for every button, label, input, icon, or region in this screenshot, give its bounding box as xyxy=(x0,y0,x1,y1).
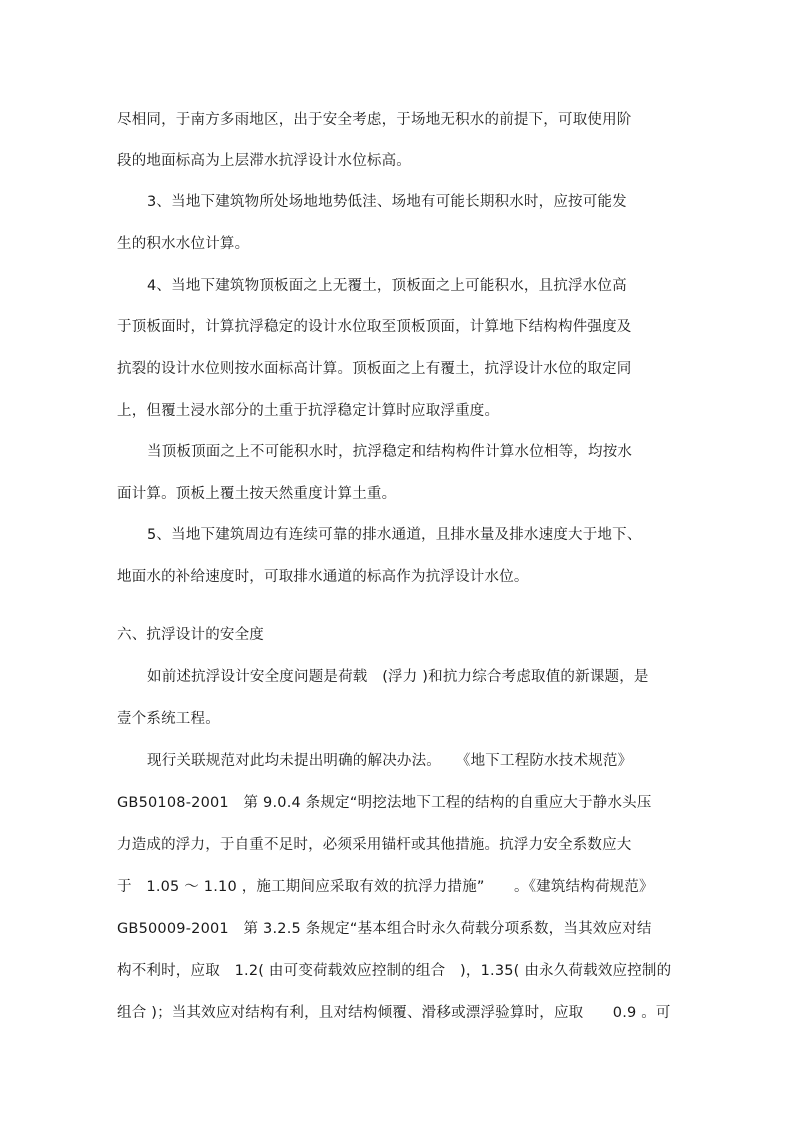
paragraph-line: 生的积水水位计算。 xyxy=(117,236,250,252)
paragraph-line: 力造成的浮力，于自重不足时，必须采用锚杆或其他措施。抗浮力安全系数应大 xyxy=(117,837,632,853)
paragraph-line: 如前述抗浮设计安全度问题是荷载 (浮力 )和抗力综合考虑取值的新课题，是 xyxy=(147,669,649,685)
paragraph-line: 尽相同，于南方多雨地区，出于安全考虑，于场地无积水的前提下，可取使用阶 xyxy=(117,112,632,128)
paragraph-line: 段的地面标高为上层滞水抗浮设计水位标高。 xyxy=(117,153,411,169)
paragraph-line: 4、当地下建筑物顶板面之上无覆土，顶板面之上可能积水，且抗浮水位高 xyxy=(147,278,627,294)
paragraph-line: 于 1.05 ～ 1.10 ，施工期间应采取有效的抗浮力措施” 。《建筑结构荷规范》 xyxy=(117,879,654,895)
paragraph-line: 抗裂的设计水位则按水面标高计算。顶板面之上有覆土，抗浮设计水位的取定同 xyxy=(117,361,632,377)
paragraph-line: 地面水的补给速度时，可取排水通道的标高作为抗浮设计水位。 xyxy=(117,569,529,585)
paragraph-line: GB50108-2001 第 9.0.4 条规定“明挖法地下工程的结构的自重应大于静水头压 xyxy=(117,795,652,811)
paragraph-line: 壹个系统工程。 xyxy=(117,711,220,727)
paragraph-line: GB50009-2001 第 3.2.5 条规定“基本组合时永久荷载分项系数，当其效应对结 xyxy=(117,921,652,937)
paragraph-line: 组合 )；当其效应对结构有利，且对结构倾覆、滑移或漂浮验算时，应取 0.9 。可 xyxy=(117,1005,671,1021)
paragraph-line: 5、当地下建筑周边有连续可靠的排水通道，且排水量及排水速度大于地下、 xyxy=(147,527,642,543)
paragraph-line: 面计算。顶板上覆土按天然重度计算土重。 xyxy=(117,486,397,502)
paragraph-line: 构不利时，应取 1.2( 由可变荷载效应控制的组合 )，1.35( 由永久荷载效应控制的 xyxy=(117,963,672,979)
section-heading: 六、抗浮设计的安全度 xyxy=(117,627,264,643)
paragraph-line: 当顶板顶面之上不可能积水时，抗浮稳定和结构构件计算水位相等，均按水 xyxy=(147,444,633,460)
paragraph-line: 上，但覆土浸水部分的土重于抗浮稳定计算时应取浮重度。 xyxy=(117,403,500,419)
paragraph-line: 现行关联规范对此均未提出明确的解决办法。 《地下工程防水技术规范》 xyxy=(147,753,633,769)
paragraph-line: 于顶板面时，计算抗浮稳定的设计水位取至顶板顶面，计算地下结构构件强度及 xyxy=(117,319,632,335)
paragraph-line: 3、当地下建筑物所处场地地势低洼、场地有可能长期积水时，应按可能发 xyxy=(147,194,627,210)
